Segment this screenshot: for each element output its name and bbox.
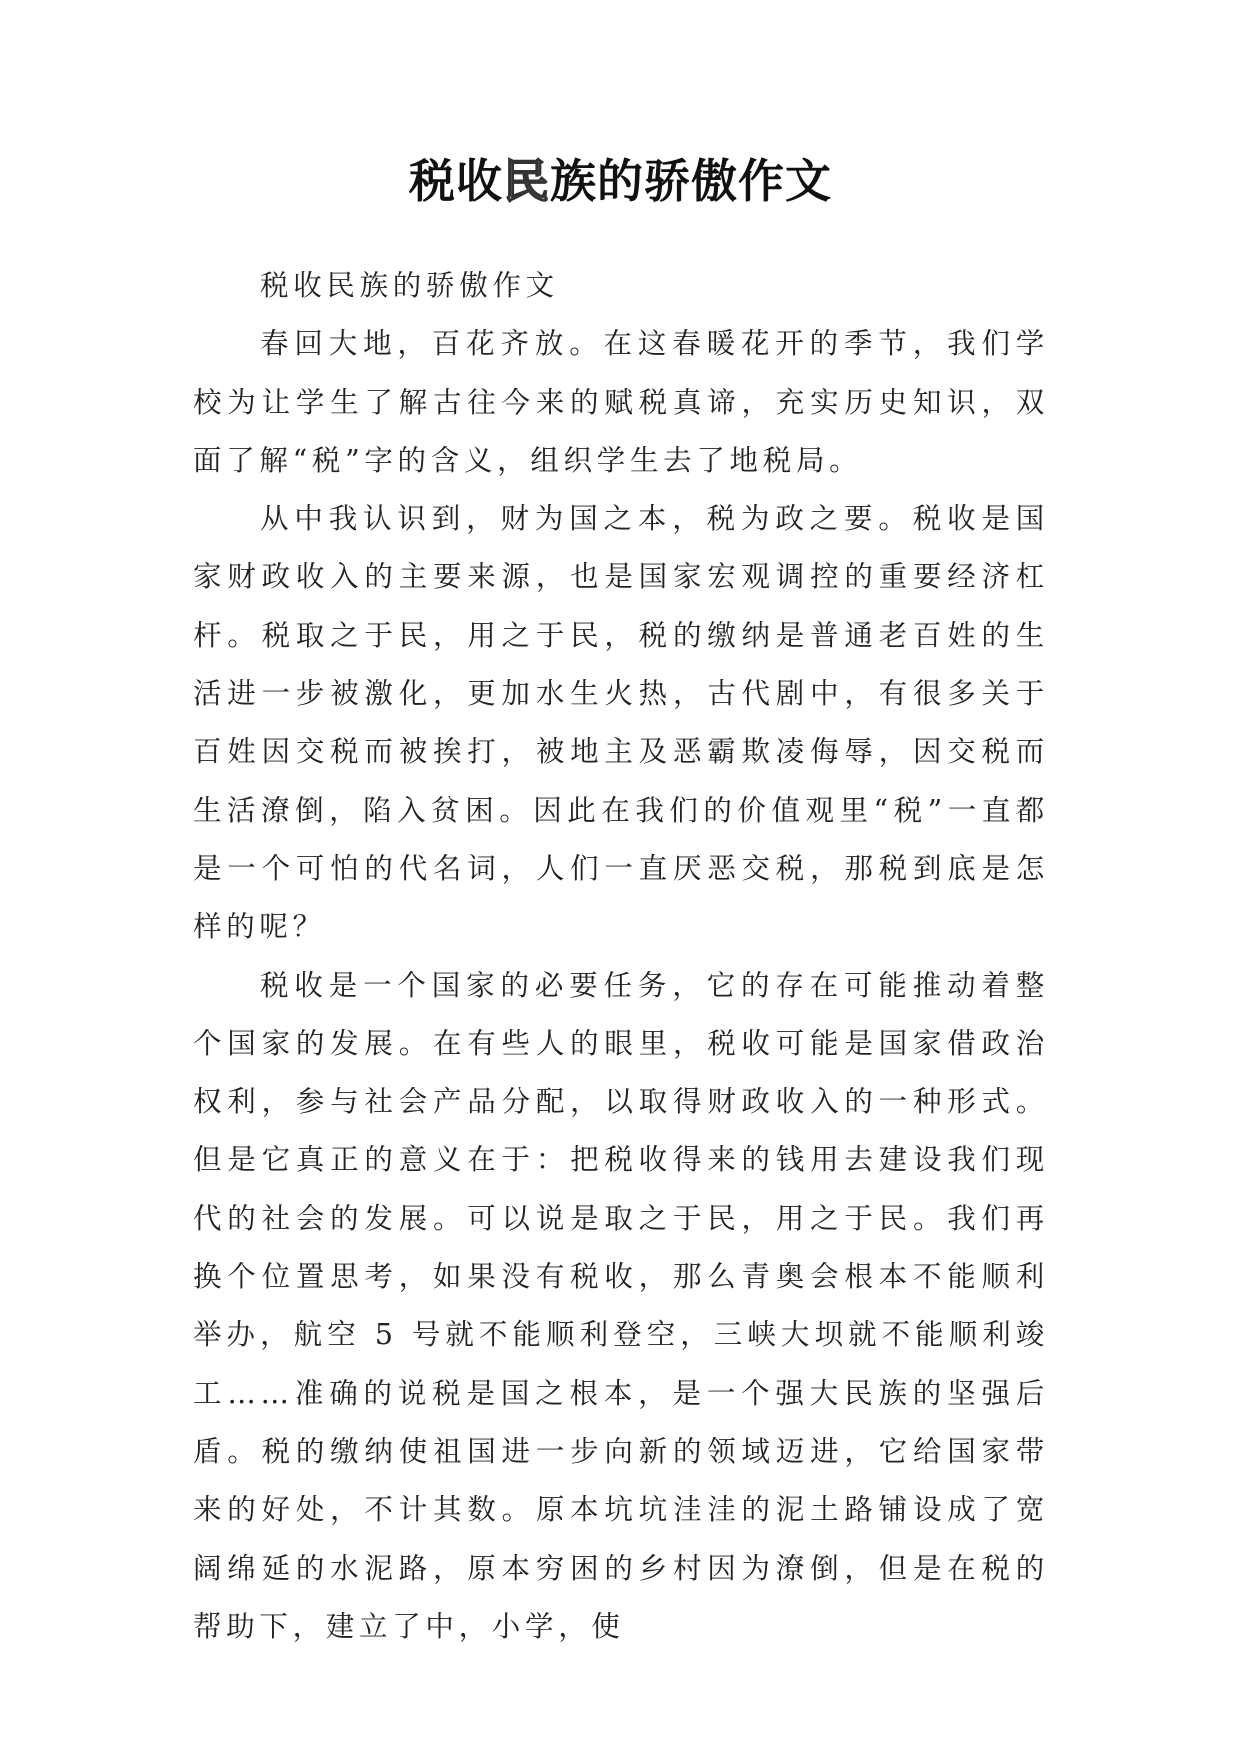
- paragraph-1: 春回大地，百花齐放。在这春暖花开的季节，我们学校为让学生了解古往今来的赋税真谛，充实历史知识，双面了解“税”字的含义，组织学生去了地税局。: [193, 327, 1049, 477]
- title-prefix: 税收: [409, 154, 503, 208]
- document-title: [0, 148, 1241, 214]
- title-hollow-char: 民: [503, 154, 550, 208]
- document-body: [193, 257, 1049, 1656]
- paragraph-2: 从中我认识到，财为国之本，税为政之要。税收是国家财政收入的主要来源，也是国家宏观调控的重要经济杠杆。税取之于民，用之于民，税的缴纳是普通老百姓的生活进一步被激化，更加水生火热，古代剧中，有很多关于百姓因交税而被挨打，被地主及恶霸欺凌侮辱，因交税而生活潦倒，陷入贫困。因此在我们的价值观里“税”一直都是一个可怕的代名词，人们一直厌恶交税，那税到底是怎样的呢？: [193, 502, 1049, 944]
- paragraph-subtitle: 税收民族的骄傲作文: [260, 269, 559, 302]
- paragraph-3: 税收是一个国家的必要任务，它的存在可能推动着整个国家的发展。在有些人的眼里，税收可能是国家借政治权利，参与社会产品分配，以取得财政收入的一种形式。但是它真正的意义在于：把税收得来的钱用去建设我们现代的社会的发展。可以说是取之于民，用之于民。我们再换个位置思考，如果没有税收，那么青奥会根本不能顺利举办，航空 5 号就不能顺利登空，三峡大坝就不能顺利竣工……准确的说税是国之根本，是一个强大民族的坚强后盾。税的缴纳使祖国进一步向新的领域迈进，它给国家带来的好处，不计其数。原本坑坑洼洼的泥土路铺设成了宽阔绵延的水泥路，原本穷困的乡村因为潦倒，但是在税的帮助下，建立了中，小学，使: [193, 968, 1049, 1643]
- title-suffix: 族的骄傲作文: [550, 154, 832, 208]
